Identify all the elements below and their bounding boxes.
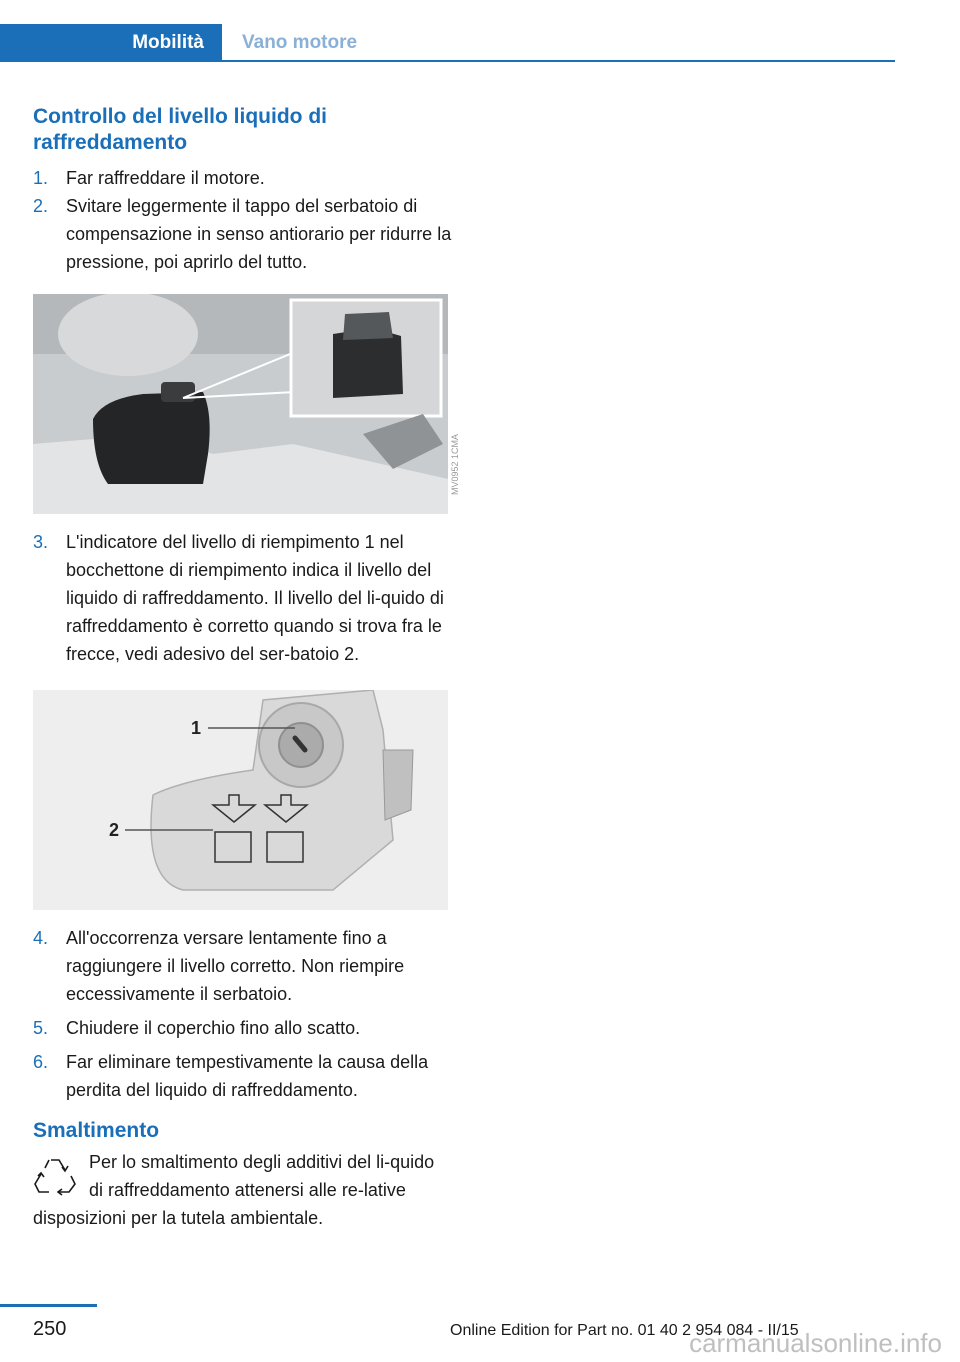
watermark: carmanualsonline.info <box>689 1328 942 1358</box>
step-text: All'occorrenza versare lentamente fino a raggiungere il livello corretto. Non riempire eccessivamente il serbatoio. <box>66 928 405 1004</box>
tab-mobilita[interactable]: Mobilità <box>0 24 222 62</box>
reservoir-illustration <box>33 690 448 910</box>
page-number: 250 <box>33 1318 67 1340</box>
figure-reservoir <box>33 690 448 910</box>
disposal-text-block <box>33 1148 453 1232</box>
step-number: 3. <box>33 532 49 552</box>
header-divider <box>0 60 895 62</box>
steps-list-b <box>33 528 453 668</box>
step-text: Svitare leggermente il tappo del serbatoio di compensazione in senso antiorario per ridurre la pressione, poi aprirlo del tutto. <box>66 196 452 272</box>
disposal-text: Per lo smaltimento degli additivi del li‐quido di raffreddamento attenersi alle re‐lative disposizioni per la tutela ambientale. <box>33 1152 435 1228</box>
step-text: Far raffreddare il motore. <box>66 168 265 188</box>
disposal-section <box>33 1118 453 1232</box>
step-text: Chiudere il coperchio fino allo scatto. <box>66 1018 361 1038</box>
step-text: L'indicatore del livello di riempimento 1 nel bocchettone di riempimento indica il livello del liquido di raffreddamento. Il livello del li‐quido di raffreddamento è corretto quando si trova fra le frecce, vedi adesivo del ser‐batoio 2. <box>66 532 444 664</box>
list-item <box>33 1014 453 1042</box>
steps-list-a <box>33 164 453 276</box>
callout-2: 2 <box>109 820 120 840</box>
step-text: Far eliminare tempestivamente la causa della perdita del liquido di raffreddamento. <box>66 1052 429 1100</box>
list-item <box>33 164 453 192</box>
figure-code: MV0952 1CMA <box>450 434 460 496</box>
section-title-disposal: Smaltimento <box>33 1119 160 1142</box>
list-item <box>33 528 453 668</box>
callout-1: 1 <box>191 718 202 738</box>
edition-text: Online Edition for Part no. 01 40 2 954 084 - II/15 <box>450 1322 799 1339</box>
step-number: 1. <box>33 168 49 188</box>
content-column <box>33 104 460 1232</box>
steps-list-c <box>33 924 453 1104</box>
step-number: 4. <box>33 928 49 948</box>
list-item <box>33 924 453 1008</box>
list-item <box>33 1048 453 1104</box>
footer-divider <box>0 1304 97 1307</box>
engine-bay-illustration <box>33 294 448 514</box>
section-title-coolant: Controllo del livello liquido di raffreddamento <box>33 105 327 154</box>
recycle-icon <box>33 1154 77 1198</box>
step-number: 5. <box>33 1018 49 1038</box>
page-header <box>0 24 895 62</box>
figure-engine-bay <box>33 294 460 514</box>
tab-vano-motore[interactable]: Vano motore <box>242 32 358 53</box>
list-item <box>33 192 453 276</box>
step-number: 2. <box>33 196 49 216</box>
step-number: 6. <box>33 1052 49 1072</box>
